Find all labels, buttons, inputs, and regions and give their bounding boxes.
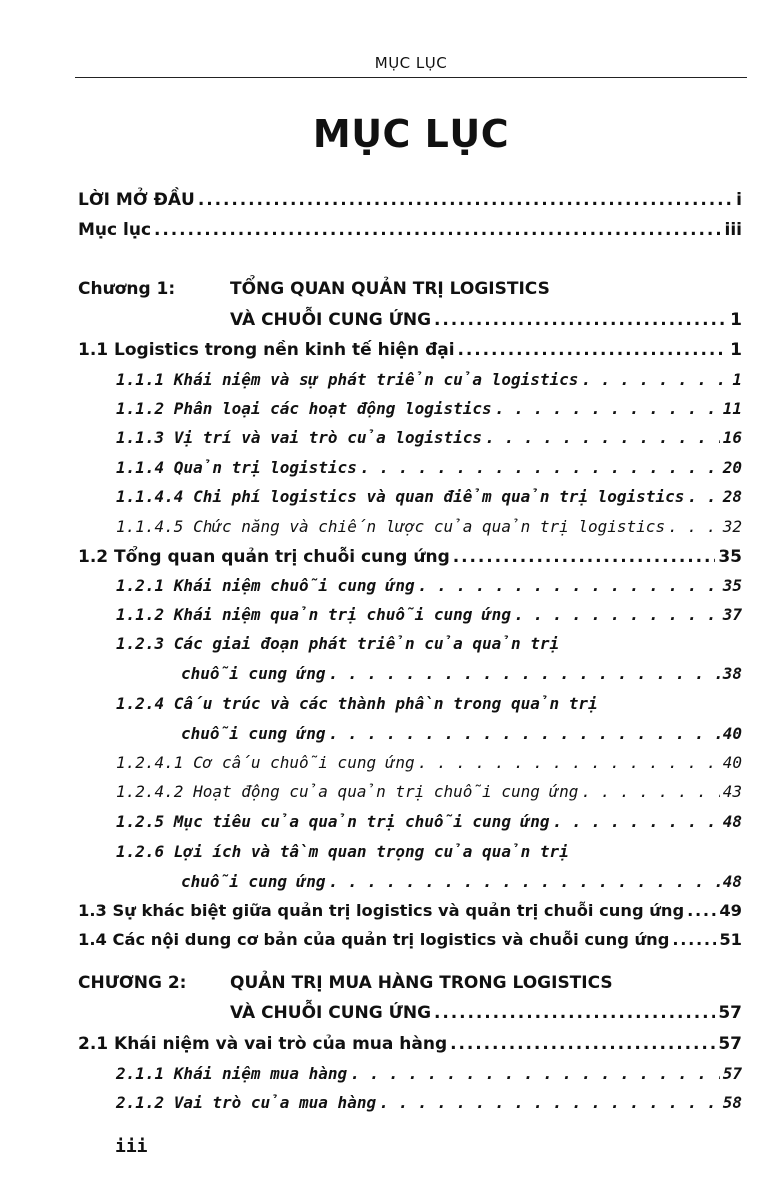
toc-entry-1-2-2: 1.1.2 Khái niệm quản trị chuỗi cung ứng . . . 37 bbox=[116, 605, 742, 624]
chapter-1-label: Chương 1: bbox=[78, 279, 176, 299]
toc-entry-1-2-4-1: 1.2.4.1 Cơ cấu chuỗi cung ứng . . . 40 bbox=[116, 753, 742, 772]
leader-dots bbox=[450, 1034, 715, 1054]
toc-entry-1-2-4-line1: 1.2.4 Cấu trúc và các thành phần trong quản trị bbox=[116, 694, 598, 713]
toc-entry-1-1-1: 1.1.1 Khái niệm và sự phát triển của logistics . . . 1 bbox=[116, 370, 742, 389]
leader-dots bbox=[672, 930, 716, 949]
toc-entry-1-1-2: 1.1.2 Phân loại các hoạt động logistics . . . 11 bbox=[116, 399, 742, 418]
leader-dots bbox=[495, 399, 720, 418]
header-rule bbox=[75, 77, 747, 78]
leader-dots bbox=[434, 1003, 715, 1023]
chapter-2-title-line2: VÀ CHUỖI CUNG ỨNG . . . 57 bbox=[230, 1003, 742, 1023]
toc-entry-1-2-6-line1: 1.2.6 Lợi ích và tầm quan trọng của quản trị bbox=[116, 842, 569, 861]
leader-dots bbox=[434, 310, 727, 330]
toc-entry-1-1-4-5: 1.1.4.5 Chức năng và chiến lược của quản trị logistics . . . 32 bbox=[116, 517, 742, 536]
toc-entry-1-1-4: 1.1.4 Quản trị logistics . . . 20 bbox=[116, 458, 742, 477]
leader-dots bbox=[514, 605, 720, 624]
chapter-2-title-line1: QUẢN TRỊ MUA HÀNG TRONG LOGISTICS bbox=[230, 973, 613, 993]
leader-dots bbox=[687, 487, 719, 506]
chapter-1-title-line2: VÀ CHUỖI CUNG ỨNG . . . 1 bbox=[230, 310, 742, 330]
leader-dots bbox=[418, 753, 720, 772]
leader-dots bbox=[329, 664, 720, 683]
toc-entry-2-1-1: 2.1.1 Khái niệm mua hàng . . . 57 bbox=[116, 1064, 742, 1083]
toc-entry-contents: Mục lục . . . iii bbox=[78, 220, 742, 240]
leader-dots bbox=[329, 724, 720, 743]
chapter-2-label: CHƯƠNG 2: bbox=[78, 973, 187, 993]
leader-dots bbox=[552, 812, 719, 831]
toc-entry-1-3: 1.3 Sự khác biệt giữa quản trị logistics và quản trị chuỗi cung ứng . . . 49 bbox=[78, 901, 742, 920]
toc-entry-1-4: 1.4 Các nội dung cơ bản của quản trị logistics và chuỗi cung ứng . . . 51 bbox=[78, 930, 742, 949]
leader-dots bbox=[458, 340, 728, 360]
leader-dots bbox=[668, 517, 720, 536]
toc-entry-1-2-4-2: 1.2.4.2 Hoạt động của quản trị chuỗi cung ứng . . . 43 bbox=[116, 782, 742, 801]
leader-dots bbox=[198, 190, 733, 210]
chapter-1-title-line1: TỔNG QUAN QUẢN TRỊ LOGISTICS bbox=[230, 279, 550, 299]
toc-entry-1-1: 1.1 Logistics trong nền kinh tế hiện đại . . . 1 bbox=[78, 340, 742, 360]
toc-entry-preface: LỜI MỞ ĐẦU . . . i bbox=[78, 190, 742, 210]
toc-entry-1-1-3: 1.1.3 Vị trí và vai trò của logistics . . . 16 bbox=[116, 428, 742, 447]
leader-dots bbox=[687, 901, 716, 920]
toc-entry-1-2-5: 1.2.5 Mục tiêu của quản trị chuỗi cung ứng . . . 48 bbox=[116, 812, 742, 831]
toc-entry-1-2-3-line1: 1.2.3 Các giai đoạn phát triển của quản trị bbox=[116, 634, 560, 653]
leader-dots bbox=[350, 1064, 720, 1083]
toc-entry-2-1: 2.1 Khái niệm và vai trò của mua hàng . . . 57 bbox=[78, 1034, 742, 1054]
leader-dots bbox=[581, 370, 729, 389]
leader-dots bbox=[418, 576, 720, 595]
leader-dots bbox=[154, 220, 721, 240]
leader-dots bbox=[485, 428, 720, 447]
page-number: iii bbox=[115, 1136, 148, 1157]
toc-entry-1-2-6-line2: chuỗi cung ứng . . . 48 bbox=[181, 872, 742, 891]
toc-entry-1-1-4-4: 1.1.4.4 Chi phí logistics và quan điểm quản trị logistics . . . 28 bbox=[116, 487, 742, 506]
leader-dots bbox=[360, 458, 720, 477]
page-title: MỤC LỤC bbox=[312, 112, 510, 156]
toc-entry-2-1-2: 2.1.2 Vai trò của mua hàng . . . 58 bbox=[116, 1093, 742, 1112]
leader-dots bbox=[329, 872, 720, 891]
toc-entry-1-2-4-line2: chuỗi cung ứng . . . 40 bbox=[181, 724, 742, 743]
toc-entry-1-2-3-line2: chuỗi cung ứng . . . 38 bbox=[181, 664, 742, 683]
running-head: MỤC LỤC bbox=[374, 54, 448, 72]
leader-dots bbox=[379, 1093, 720, 1112]
toc-entry-1-2-1: 1.2.1 Khái niệm chuỗi cung ứng . . . 35 bbox=[116, 576, 742, 595]
leader-dots bbox=[453, 547, 716, 567]
leader-dots bbox=[581, 782, 719, 801]
toc-entry-1-2: 1.2 Tổng quan quản trị chuỗi cung ứng . . . 35 bbox=[78, 547, 742, 567]
